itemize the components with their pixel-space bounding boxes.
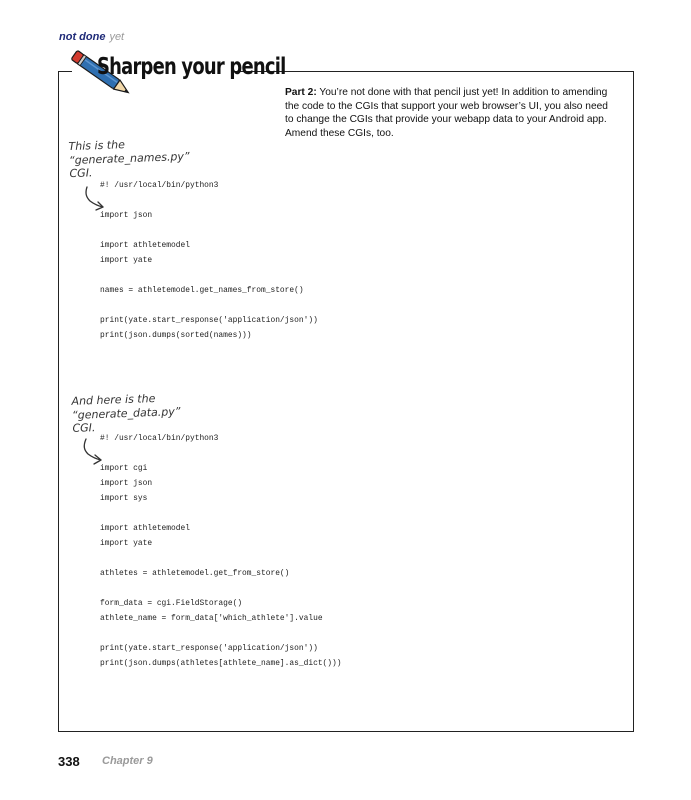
code-generate-data: #! /usr/local/bin/python3 import cgi import json import sys import athletemodel import yate athletes = athletemodel.get_from_store() form_data = cgi.FieldStorage() athlete_name = form_data['which_athlete'].value print(yate.start_response('application/json')) print(json.dumps(athletes[athlete_name].as_dict())) (100, 434, 342, 668)
running-header-primary: not done (59, 31, 106, 43)
exercise-instructions (285, 86, 615, 140)
instructions-lead: Part 2: (285, 87, 317, 98)
annotation-generate-data: And here is the “generate_data.py” CGI. (71, 391, 181, 435)
code-generate-names: #! /usr/local/bin/python3 import json import athletemodel import yate names = athletemodel.get_names_from_store() print(yate.start_response('application/json')) print(json.dumps(sorted(names))) (100, 181, 318, 340)
page-number: 338 (58, 754, 80, 769)
chapter-label: Chapter 9 (102, 755, 153, 767)
running-header-secondary: yet (109, 31, 125, 43)
running-header (59, 31, 124, 43)
sharpen-title: Sharpen your pencil (97, 54, 286, 80)
annotation-generate-names: This is the “generate_names.py” CGI. (68, 138, 190, 181)
instructions-text: You’re not done with that pencil just yet! In addition to amending the code to the CGIs that support your web browser’s UI, you also need to change the CGIs that provide your webapp data to your Android app. Amend these CGIs, too. (285, 87, 608, 139)
